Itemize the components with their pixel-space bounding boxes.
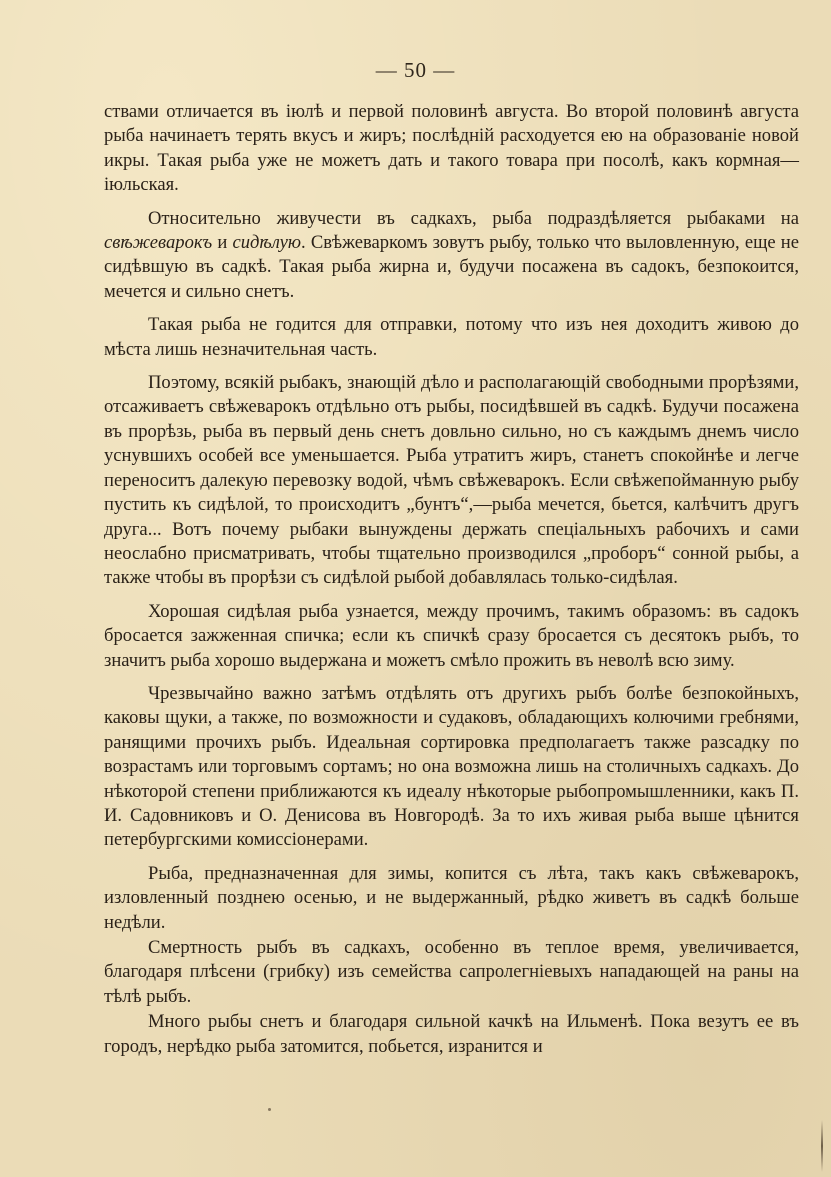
paragraph [104,936,799,1009]
paragraph-text: Поэтому, всякій рыбакъ, знающій дѣло и располагающій свободными прорѣзями, отсаживаетъ свѣжеварокъ отдѣльно отъ рыбы, посидѣвшей въ садкѣ. Будучи посажена въ прорѣзь, рыба въ первый день снетъ довльно сильно, но съ каждымъ днемъ число уснувшихъ особей все уменьшается. Рыба утратитъ жиръ, станетъ спокойнѣе и легче переноситъ далекую перевозку водой, чѣмъ свѣжеварокъ. Если свѣжепойманную рыбу пустить къ сидѣлой, то происходитъ „бунтъ“,—рыба мечется, бьется, калѣчитъ другъ друга... Вотъ почему рыбаки вынуждены держать спеціальныхъ рабочихъ и сами неослабно присматривать, чтобы тщательно производился „проборъ“ сонной рыбы, а также чтобы въ прорѣзи съ сидѣлой рыбой добавлялась только-сидѣлая. [104,372,799,589]
paragraph-text: Такая рыба не годится для отправки, потому что изъ нея доходитъ живою до мѣста лишь незначительная часть. [104,314,799,360]
page-number: — 50 — [375,58,456,82]
paragraph [104,862,799,935]
body-text [104,100,799,1068]
page-edge-mark [821,1120,823,1172]
paragraph [104,600,799,673]
paragraph [104,371,799,591]
paragraph [104,207,799,305]
italic-term: свѣжеварокъ [104,232,213,254]
paragraph-text: Рыба, предназначенная для зимы, копится съ лѣта, такъ какъ свѣжеварокъ, изловленный позднею осенью, и не выдержанный, рѣдко живетъ въ садкѣ больше недѣли. [104,862,799,933]
paragraph-text: Много рыбы снетъ и благодаря сильной качкѣ на Ильменѣ. Пока везутъ ее въ городъ, нерѣдко рыба затомится, побьется, изранится и [104,1011,799,1057]
paragraph-text: и [212,232,233,254]
paragraph [104,682,799,853]
paragraph [104,100,799,198]
paragraph [104,313,799,362]
paragraph-text: Относительно живучести въ садкахъ, рыба подраздѣляется рыбаками на [148,207,799,229]
paragraph-text: Хорошая сидѣлая рыба узнается, между прочимъ, такимъ образомъ: въ садокъ бросается зажженная спичка; если къ спичкѣ сразу бросается съ десятокъ рыбъ, то значитъ рыба хорошо выдержана и можетъ смѣло прожить въ неволѣ всю зиму. [104,600,799,671]
paragraph-text: . Свѣжеваркомъ зовутъ рыбу, только что выловленную, еще не сидѣвшую въ садкѣ. Такая рыба жирна и, будучи посажена въ садокъ, безпокоится, мечется и сильно снетъ. [104,232,799,302]
paragraph-text: Смертность рыбъ въ садкахъ, особенно въ теплое время, увеличивается, благодаря плѣсени (грибку) изъ семейства сапролегніевыхъ нападающей на раны на тѣлѣ рыбъ. [104,937,799,1007]
paper-speck [268,1108,271,1111]
paragraph-text: ствами отличается въ іюлѣ и первой половинѣ августа. Во второй половинѣ августа рыба начинаетъ терять вкусъ и жиръ; послѣдній расходуется ею на образованіе новой икры. Такая рыба уже не можетъ дать и такого товара при посолѣ, какъ кормная—іюльская. [104,101,799,196]
italic-term: сидѣлую [232,232,302,254]
paragraph-text: Чрезвычайно важно затѣмъ отдѣлять отъ другихъ рыбъ болѣе безпокойныхъ, каковы щуки, а также, по возможности и судаковъ, обладающихъ колючими гребнями, ранящими прочихъ рыбъ. Идеальная сортировка предполагаетъ также разсадку по возрастамъ или торговымъ сортамъ; но она возможна лишь на столичныхъ садкахъ. До нѣкоторой степени приближаются къ идеалу нѣкоторые рыбопромышленники, какъ П. И. Садовниковъ и О. Денисова въ Новгородѣ. За то ихъ живая рыба выше цѣнится петербургскими комиссіонерами. [104,682,799,851]
paragraph [104,1010,799,1059]
